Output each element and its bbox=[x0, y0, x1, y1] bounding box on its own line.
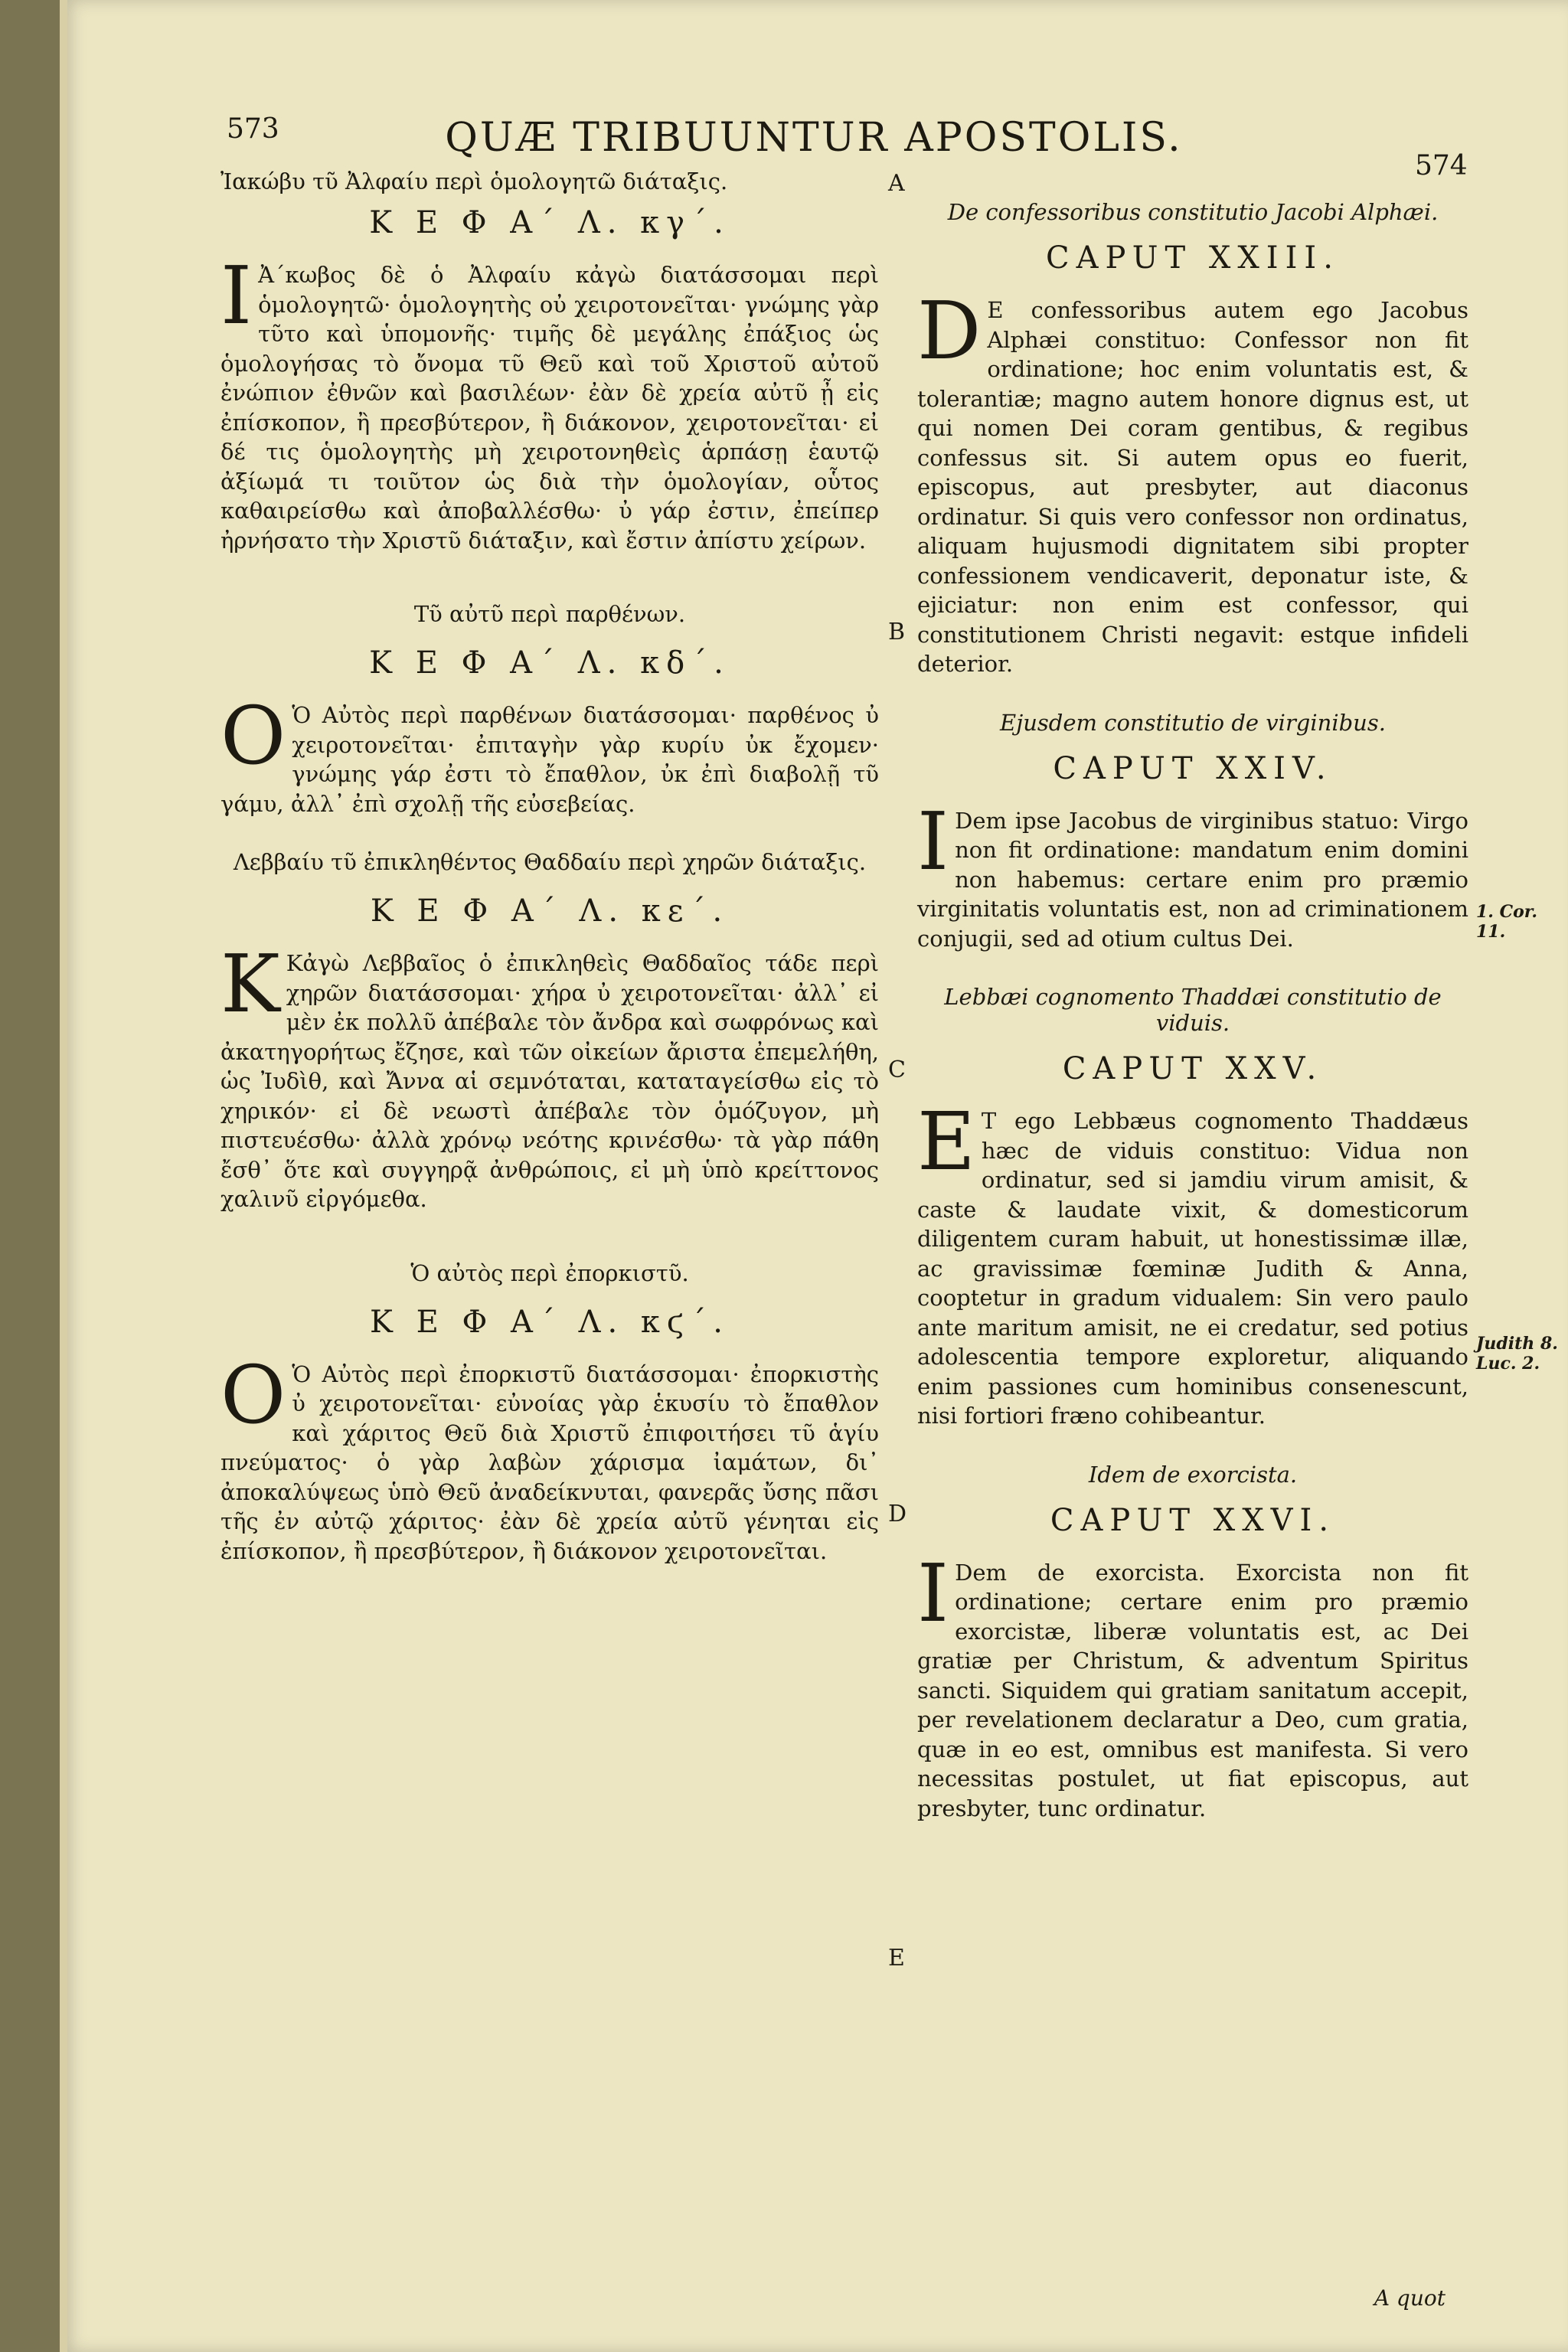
latin-chapter-heading: CAPUT XXIV. bbox=[1053, 750, 1333, 786]
drop-initial: Ο bbox=[220, 1348, 286, 1442]
greek-section-title: Ὁ αὐτὸς περὶ ἐπορκιστῦ. bbox=[410, 1259, 689, 1286]
greek-chapter-heading: Κ Ε Φ Α΄ Λ. κδ΄. bbox=[369, 645, 730, 681]
drop-initial: E bbox=[917, 1095, 975, 1188]
latin-paragraph bbox=[917, 794, 1468, 954]
drop-initial: D bbox=[917, 284, 982, 377]
latin-paragraph bbox=[917, 1095, 1468, 1431]
greek-paragraph bbox=[220, 689, 879, 818]
latin-section-title: Ejusdem constitutio de virginibus. bbox=[1000, 709, 1386, 736]
page-edge bbox=[60, 0, 67, 2352]
drop-initial: I bbox=[917, 1546, 949, 1640]
greek-text: Κἀγὼ Λεββαῖος ὁ ἐπικληθεὶς Θαδδαῖος τάδε περὶ χηρῶν διατάσσομαι· χήρα ὐ χειροτονεῖται· ἀλλ᾽ εἰ μὲν ἐκ πολλῦ ἀπέβαλε τὸν ἄνδρα καὶ σωφρόνως καὶ ἀκατηγορήτως ἔζησε, καὶ τῶν οἰκείων ἄριστα ἐπεμελήθη, ὡς Ἰυδὶθ, καὶ Ἄννα αἱ σεμνόταται, καταταγείσθω εἰς τὸ χηρικόν· εἰ δὲ νεωστὶ ἀπέβαλε τὸν ὁμόζυγον, μὴ πιστευέσθω· ἀλλὰ χρόνῳ νεότης κρινέσθω· τὰ γὰρ πάθη ἔσθ᾽ ὅτε καὶ συγγηρᾷ ἀνθρώποις, εἰ μὴ ὑπὸ κρείττονος χαλινῦ εἰργόμεθα. bbox=[220, 950, 879, 1212]
latin-text: Dem de exorcista. Exorcista non fit ordinatione; certare enim pro præmio exorcistæ, liberæ voluntatis est, ac Dei gratiæ per Christum, & adventum Spiritus sancti. Siquidem qui gratiam sanitatum accepit, per revelationem declaratur a Deo, cum gratia, quæ in eo est, omnibus est manifesta. Si vero necessitas postulet, ut fiat episcopus, aut presbyter, tunc ordinatur. bbox=[917, 1559, 1468, 1821]
greek-text: Ὁ Αὐτὸς περὶ παρθένων διατάσσομαι· παρθένος ὐ χειροτονεῖται· ἐπιταγὴν γὰρ κυρίυ ὐκ ἔχομεν· γνώμης γάρ ἐστι τὸ ἔπαθλον, ὐκ ἐπὶ διαβολῇ τῦ γάμυ, ἀλλ᾽ ἐπὶ σχολῇ τῆς εὐσεβείας. bbox=[220, 702, 879, 817]
greek-chapter-heading: Κ Ε Φ Α΄ Λ. κε΄. bbox=[370, 893, 730, 929]
latin-text: T ego Lebbæus cognomento Thaddæus hæc de viduis constituo: Vidua non ordinatur, sed si jamdiu virum amisit, & caste & laudate vixit, & domesticorum diligentem curam habuit, ut honestissimæ illæ, ac gravissimæ fœminæ Judith & Anna, cooptetur in gradum vidualem: Sin vero paulo ante maritum amisit, ne ei credatur, sed potius adolescentia tempore exploretur, aliquando enim passiones cum hominibus consenescunt, nisi fortiori fræno cohibeantur. bbox=[917, 1108, 1468, 1429]
side-note: Judith 8. Luc. 2. bbox=[1476, 1334, 1558, 1374]
greek-column bbox=[220, 168, 879, 1566]
greek-text: Ἀ΄κωβος δὲ ὁ Ἀλφαίυ κἀγὼ διατάσσομαι περὶ ὁμολογητῶ· ὁμολογητὴς οὐ χειροτονεῖται· γνώμης γὰρ τῦτο καὶ ὑπομονῆς· τιμῆς δὲ μεγάλης ἐπάξιος ὡς ὁμολογήσας τὸ ὄνομα τῦ Θεῦ καὶ τοῦ Χριστοῦ αὐτοῦ ἐνώπιον ἐθνῶν καὶ βασιλέων· ἐὰν δὲ χρεία αὐτῦ ᾖ εἰς ἐπίσκοπον, ἢ πρεσβύτερον, ἢ διάκονον, χειροτονεῖται· εἰ δέ τις ὁμολογητὴς μὴ χειροτονηθεὶς ἁρπάσῃ ἑαυτῷ ἀξίωμά τι τοιῦτον ὡς διὰ τὴν ὁμολογίαν, οὗτος καθαιρείσθω καὶ ἀποβαλλέσθω· ὐ γάρ ἐστιν, ἐπείπερ ἠρνήσατο τὴν Χριστῦ διάταξιν, καὶ ἔστιν ἀπίστυ χείρων. bbox=[220, 262, 879, 554]
margin-letter: C bbox=[888, 1057, 906, 1083]
page-number-left: 573 bbox=[227, 113, 279, 145]
running-head: QUÆ TRIBUUNTUR APOSTOLIS. bbox=[445, 115, 1183, 161]
greek-section-title: Λεββαίυ τῦ ἐπικληθέντος Θαδδαίυ περὶ χηρῶν διάταξις. bbox=[233, 849, 867, 875]
greek-chapter-heading: Κ Ε Φ Α΄ Λ. κϛ΄. bbox=[369, 1304, 730, 1340]
latin-paragraph bbox=[917, 284, 1468, 679]
margin-letter: A bbox=[888, 170, 905, 197]
greek-paragraph bbox=[220, 1348, 879, 1566]
latin-section-title: Lebbæi cognomento Thaddæi constitutio de viduis. bbox=[944, 984, 1442, 1036]
greek-chapter-heading: Κ Ε Φ Α΄ Λ. κγ΄. bbox=[369, 205, 730, 240]
latin-section-title: Idem de exorcista. bbox=[1088, 1461, 1298, 1488]
latin-column bbox=[917, 168, 1468, 1823]
greek-section-title: Ἰακώβυ τῦ Ἀλφαίυ περὶ ὁμολογητῶ διάταξις. bbox=[220, 168, 728, 194]
drop-initial: Ο bbox=[220, 689, 286, 782]
book-page bbox=[60, 0, 1568, 2352]
latin-text: Dem ipse Jacobus de virginibus statuo: Virgo non fit ordinatione: mandatum enim domini non habemus: certare enim pro præmio virginitatis voluntatis est, non ad criminationem conjugii, sed ad otium cultus Dei. bbox=[917, 807, 1468, 952]
greek-text: Ὁ Αὐτὸς περὶ ἐπορκιστῦ διατάσσομαι· ἐπορκιστὴς ὐ χειροτονεῖται· εὐνοίας γὰρ ἑκυσίυ τὸ ἔπαθλον καὶ χάριτος Θεῦ διὰ Χριστῦ ἐπιφοιτήσει τῦ ἁγίυ πνεύματος· ὁ γὰρ λαβὼν χάρισμα ἰαμάτων, δι᾽ ἀποκαλύψεως ὑπὸ Θεῦ ἀναδείκνυται, φανερᾶς ὔσης πᾶσι τῆς ἐν αὐτῷ χάριτος· ἐὰν δὲ χρεία αὐτῦ γένηται εἰς ἐπίσκοπον, ἢ πρεσβύτερον, ἢ διάκονον χειροτονεῖται. bbox=[220, 1361, 879, 1564]
page-number-right: 574 bbox=[1415, 150, 1468, 181]
margin-letter: E bbox=[888, 1945, 905, 1971]
catchword: A quot bbox=[1374, 2285, 1446, 2311]
greek-paragraph bbox=[220, 937, 879, 1214]
latin-chapter-heading: CAPUT XXV. bbox=[1062, 1051, 1324, 1086]
drop-initial: I bbox=[917, 794, 949, 888]
margin-letter: D bbox=[888, 1501, 907, 1527]
margin-letter: B bbox=[888, 619, 906, 645]
latin-section-title: De confessoribus constitutio Jacobi Alphæi. bbox=[947, 199, 1439, 225]
latin-text: E confessoribus autem ego Jacobus Alphæi constituo: Confessor non fit ordinatione; hoc enim voluntatis est, & tolerantiæ; magno autem honore dignus est, ut qui nomen Dei coram gentibus, & regibus confessus sit. Si autem opus eo fuerit, episcopus, aut presbyter, aut diaconus ordinatur. Si quis vero confessor non ordinatus, aliquam hujusmodi dignitatem sibi propter confessionem vendicaverit, deponatur iste, & ejiciatur: non enim est confessor, qui constitutionem Christi negavit: estque infideli deterior. bbox=[917, 297, 1468, 677]
drop-initial: Κ bbox=[220, 937, 280, 1031]
latin-paragraph bbox=[917, 1546, 1468, 1824]
latin-chapter-heading: CAPUT XXVI. bbox=[1050, 1502, 1336, 1538]
latin-chapter-heading: CAPUT XXIII. bbox=[1046, 240, 1340, 276]
side-note: 1. Cor. 11. bbox=[1476, 902, 1538, 942]
drop-initial: Ι bbox=[220, 249, 253, 342]
greek-section-title: Τῦ αὐτῦ περὶ παρθένων. bbox=[413, 601, 686, 627]
greek-paragraph bbox=[220, 249, 879, 555]
